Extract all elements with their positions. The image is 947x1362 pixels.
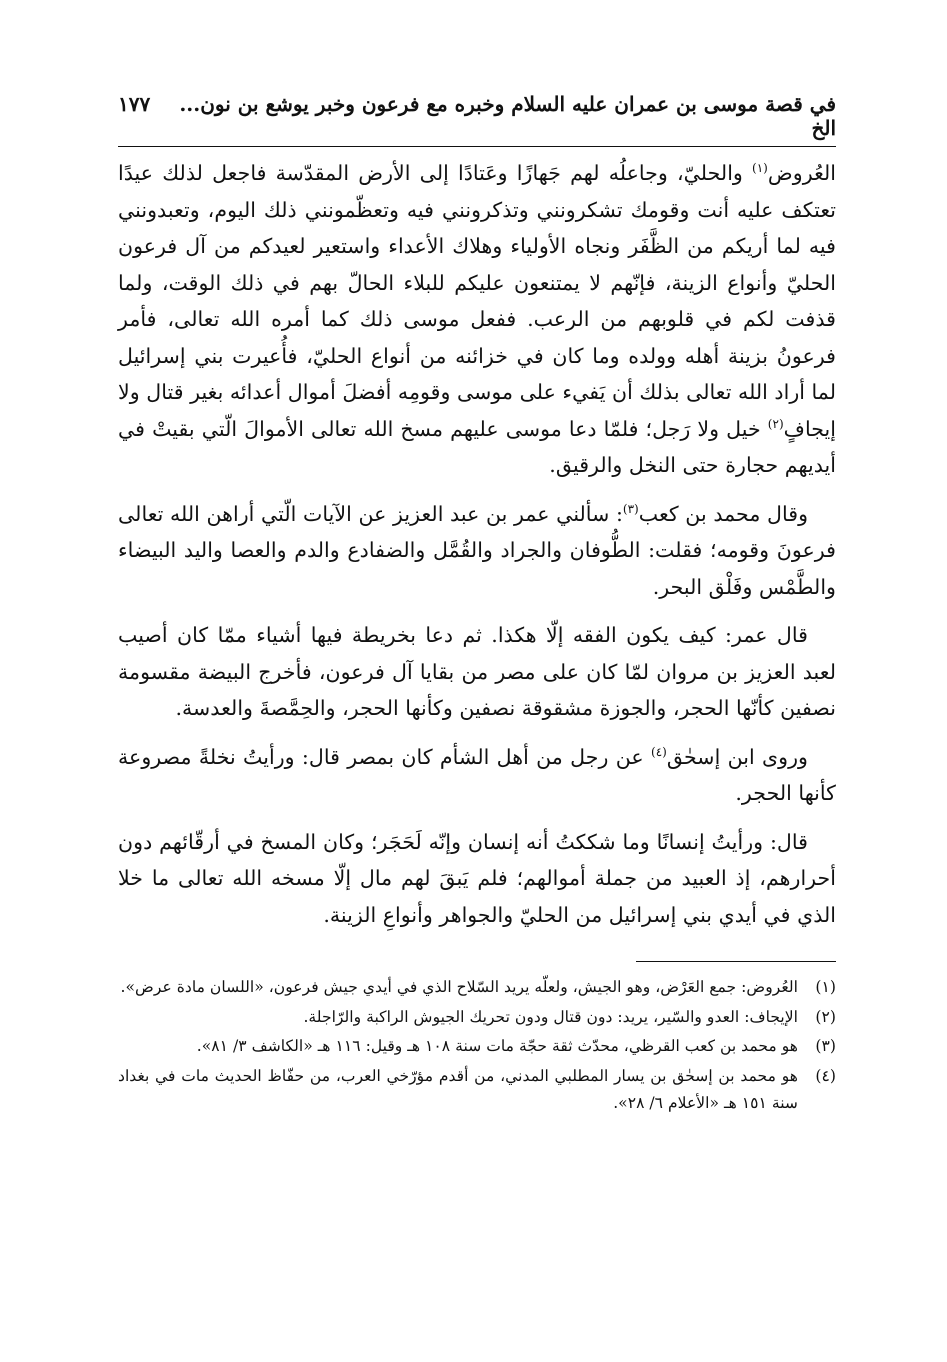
text-run: العُروض	[767, 161, 836, 185]
footnote-marker[interactable]: (٤)	[651, 744, 667, 759]
text-run: وروى ابن إسحٰق	[666, 744, 808, 769]
footnote-item	[118, 974, 836, 1002]
footnote-text: هو محمد بن كعب القرظي، محدّث ثقة حجّة مات سنة ١٠٨ هـ وقيل: ١١٦ هـ «الكاشف ٣/ ٨١».	[196, 1037, 798, 1055]
text-run: عن رجل من أهل الشأم كان بمصر قال: ورأيتُ نخلةً مصروعة كأنها الحجر.	[118, 744, 836, 805]
running-header	[118, 92, 836, 147]
footnote-number: (٢)	[815, 1007, 836, 1026]
paragraph	[118, 496, 836, 606]
paragraph	[118, 155, 836, 484]
text-run: وقال محمد بن كعب	[638, 501, 809, 526]
header-title: في قصة موسى بن عمران عليه السلام وخبره مع فرعون وخبر يوشع بن نون... الخ	[179, 92, 836, 140]
footnote-item	[118, 1033, 836, 1061]
paragraph	[118, 617, 836, 727]
text-run: والحليّ، وجاعلُه لهم جَهازًا وعَتادًا إلى الأرض المقدّسة فاجعل لذلك عيدًا تعتكف عليه أنت وقومك تشكرونني وتذكرونني فيه وتعظّمونني ذلك اليوم، وتعبدونني فيه لما أريكم من الظَّفَر ونجاه الأولياء وهلاك الأعداء واستعير لعيدكم من آل فرعون الحليّ وأنواع الزينة، فإنّهم لا يمتنعون عليكم للبلاء الحالّ بهم في ذلك الوقت، ولما قذفت لكم في قلوبهم من الرعب. ففعل موسى ذلك كما أمره الله تعالى، فأمر فرعونُ بزينة أهله وولده وما كان في خزائنه من أنواع الحليّ، فأُعيرت بني إسرائيل لما أراد الله تعالى بذلك أن يَفيء على موسى وقومِه أفضلَ أموال أعدائه بغير قتال ولا إيجافٍ	[118, 161, 836, 441]
footnote-number: (٣)	[815, 1037, 836, 1055]
text-run: قال عمر: كيف يكون الفقه إلّا هكذا. ثم دعا بخريطة فيها أشياء ممّا كان أصيب لعبد العزيز بن مروان لمّا كان على مصر من بقايا آل فرعون، فأخرج البيضة مقسومة نصفين كأنّها الحجر، والجوزة مشقوقة نصفين وكأنها الحجر، والحِمَّصةَ والعدسة.	[118, 623, 836, 720]
footnote-marker[interactable]: (٣)	[622, 501, 639, 516]
paragraph	[118, 739, 836, 812]
text-run: خيل ولا رَجل؛ فلمّا دعا موسى عليهم مسخ الله تعالى الأموالَ الّتي بقيتْ في أيديهم حجارة حتى النخل والرقيق.	[118, 416, 836, 477]
book-page	[118, 92, 836, 1120]
footnote-text: العُروض: جمع العَرْض، وهو الجيش، ولعلّه يريد السّلاح الذي في أيدي جيش فرعون، «اللسان مادة عرض».	[120, 978, 798, 996]
footnote-separator	[636, 961, 836, 962]
page-number: ١٧٧	[118, 92, 151, 116]
footnote-number: (١)	[815, 978, 836, 996]
paragraph	[118, 824, 836, 934]
footnote-text: الإيجاف: العدو والسّير، يريد: دون قتال ودون تحريك الجيوش الراكبة والرّاجلة.	[303, 1007, 798, 1026]
footnote-text: هو محمد بن إسحٰق بن يسار المطلبي المدني، من أقدم مؤرّخي العرب، من حفّاظ الحديث مات في بغداد سنة ١٥١ هـ «الأعلام ٦/ ٢٨».	[118, 1066, 798, 1112]
text-run: قال: ورأيتُ إنسانًا وما شككتُ أنه إنسان وإنّه لَحَجَر؛ وكان المسخ في أرقّائهم دون أحرارهم، إذ العبيد من جملة أموالهم؛ فلم يَبقَ لهم مال إلّا مسخه الله تعالى ما خلا الذي في أيدي بني إسرائيل من الحليّ والجواهر وأنواعِ الزينة.	[118, 829, 836, 927]
footnote-marker[interactable]: (١)	[752, 161, 768, 176]
footnote-number: (٤)	[815, 1066, 836, 1085]
main-text	[118, 155, 836, 933]
footnotes	[118, 974, 836, 1118]
footnote-item	[118, 1063, 836, 1118]
text-run: : سألني عمر بن عبد العزيز عن الآيات الّتي أراهن الله تعالى فرعونَ وقومه؛ فقلت: الطُّوفان والجراد والقُمَّل والضفادع والدم والعصا واليد البيضاء والطَّمْس وفَلْق البحر.	[118, 501, 836, 599]
footnote-marker[interactable]: (٢)	[767, 416, 784, 431]
footnote-item	[118, 1004, 836, 1032]
